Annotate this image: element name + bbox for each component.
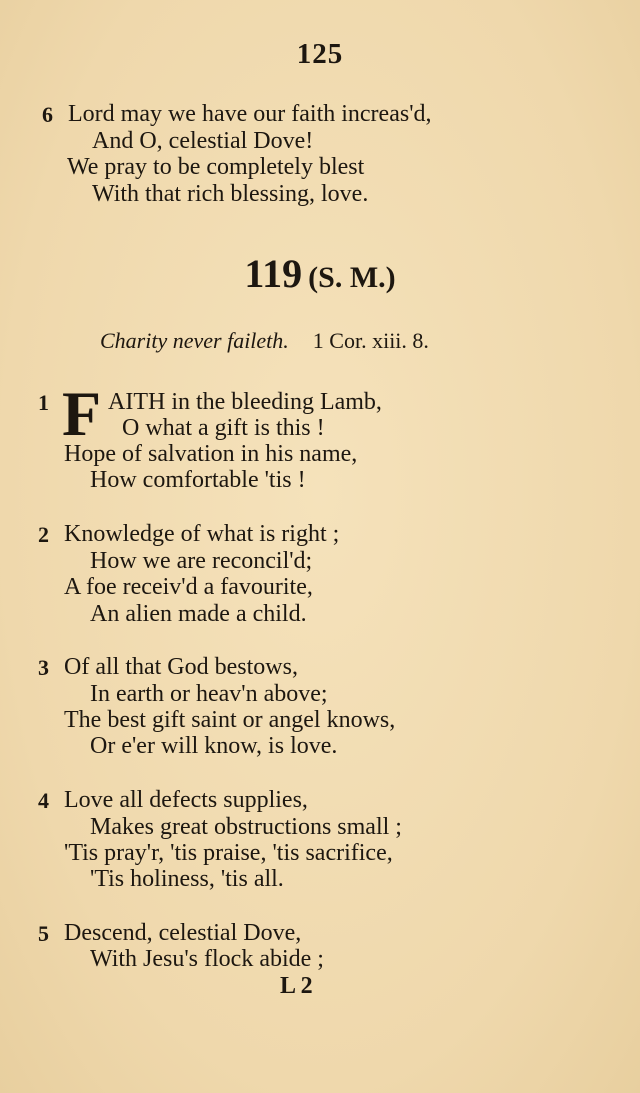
verse-line: And O, celestial Dove! [92, 128, 314, 154]
stanza-number: 6 [42, 102, 53, 127]
epigraph-text: Charity never faileth. [100, 328, 289, 353]
hymn-heading [0, 250, 640, 297]
hymn-number: 119 [244, 251, 303, 296]
hymn-meter: (S. M.) [308, 261, 396, 294]
stanza-number: 2 [38, 522, 49, 547]
page-number: 125 [296, 38, 344, 70]
verse-line: Or e'er will know, is love. [90, 733, 338, 759]
drop-cap: F [62, 378, 102, 449]
verse-line: The best gift saint or angel knows, [64, 707, 396, 733]
stanza-number: 1 [38, 390, 49, 415]
verse-line: How we are reconcil'd; [90, 548, 313, 574]
verse-line: Hope of salvation in his name, [64, 441, 358, 467]
verse-line: In earth or heav'n above; [90, 681, 328, 707]
verse-line: Makes great obstructions small ; [90, 814, 402, 840]
verse-line: AITH in the bleeding Lamb, [108, 389, 382, 415]
verse-line: 'Tis pray'r, 'tis praise, 'tis sacrifice, [64, 840, 393, 866]
verse-line: With Jesu's flock abide ; [90, 946, 324, 972]
epigraph [100, 328, 429, 354]
verse-line: A foe receiv'd a favourite, [64, 574, 313, 600]
stanza-number: 5 [38, 921, 49, 946]
scripture-reference: 1 Cor. xiii. 8. [312, 328, 429, 353]
verse-line: 'Tis holiness, 'tis all. [90, 866, 284, 892]
stanza-number: 3 [38, 655, 49, 680]
verse-line: Lord may we have our faith increas'd, [68, 101, 432, 127]
signature-mark: L 2 [280, 973, 313, 999]
verse-line: Love all defects supplies, [64, 787, 308, 813]
verse-line: O what a gift is this ! [122, 415, 325, 441]
verse-line: Of all that God bestows, [64, 654, 298, 680]
verse-line: We pray to be completely blest [67, 154, 365, 180]
verse-line: With that rich blessing, love. [92, 181, 369, 207]
verse-line: Knowledge of what is right ; [64, 521, 340, 547]
verse-line: How comfortable 'tis ! [90, 467, 306, 493]
verse-line: Descend, celestial Dove, [64, 920, 302, 946]
stanza-number: 4 [38, 788, 49, 813]
verse-line: An alien made a child. [90, 601, 307, 627]
